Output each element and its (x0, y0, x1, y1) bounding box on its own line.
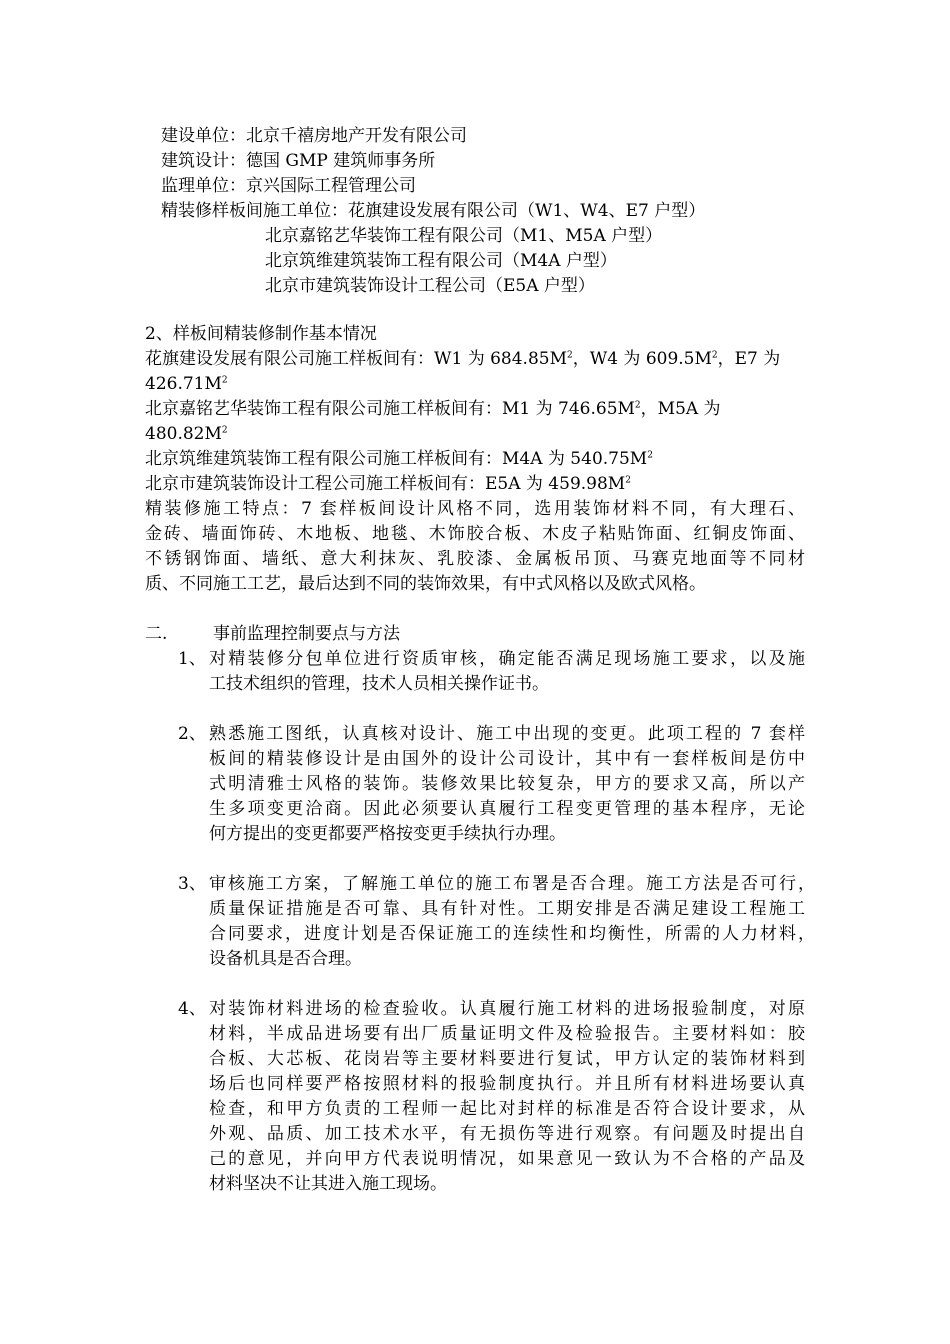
zhuwei-area-line: 北京筑维建筑装饰工程有限公司施工样板间有：M4A 为 $540.75M^2$ (145, 449, 653, 469)
item-2-line-4: 生多项变更洽商。因此必须要认真履行工程变更管理的基本程序，无论 (209, 799, 805, 819)
fitout-unit-sub1: 北京嘉铭艺华装饰工程有限公司（M1、M5A 户型） (265, 226, 663, 246)
construction-unit: 建设单位：北京千禧房地产开发有限公司 (161, 126, 467, 146)
item-4-line-4: 场后也同样要严格按照材料的报验制度执行。并且所有材料进场要认真 (209, 1074, 805, 1094)
item-2-line-3: 式明清雅士风格的装饰。装修效果比较复杂，甲方的要求又高，所以产 (209, 774, 805, 794)
jiaming-area-line: 北京嘉铭艺华装饰工程有限公司施工样板间有：M1 为 $746.65M^2$，M5A 为 (145, 399, 721, 419)
item-2-number: 2、 (178, 724, 206, 744)
section-two-heading: 事前监理控制要点与方法 (213, 624, 400, 644)
item-2-line-2: 板间的精装修设计是由国外的设计公司设计，其中有一套样板间是仿中 (209, 749, 805, 769)
huaqi-area-line-cont: $426.71M^2$ (145, 374, 228, 394)
item-4-line-7: 己的意见，并向甲方代表说明情况，如果意见一致认为不合格的产品及 (209, 1149, 805, 1169)
item-3-line-2: 质量保证措施是否可靠、具有针对性。工期安排是否满足建设工程施工 (209, 899, 805, 919)
item-4-line-8: 材料坚决不让其进入施工现场。 (209, 1174, 447, 1194)
item-4-line-2: 材料，半成品进场要有出厂质量证明文件及检验报告。主要材料如：胶 (209, 1024, 805, 1044)
item-3-line-1: 审核施工方案，了解施工单位的施工布署是否合理。施工方法是否可行， (209, 874, 815, 894)
item-3-line-3: 合同要求，进度计划是否保证施工的连续性和均衡性，所需的人力材料， (209, 924, 815, 944)
features-line-3: 不锈钢饰面、墙纸、意大利抹灰、乳胶漆、金属板吊顶、马赛克地面等不同材 (145, 549, 805, 569)
item-4-line-1: 对装饰材料进场的检查验收。认真履行施工材料的进场报验制度，对原 (209, 999, 805, 1019)
features-line-1: 精装修施工特点：7 套样板间设计风格不同，选用装饰材料不同，有大理石、 (145, 499, 805, 519)
section-2-heading: 2、样板间精装修制作基本情况 (145, 324, 377, 344)
features-line-2: 金砖、墙面饰砖、木地板、地毯、木饰胶合板、木皮子粘贴饰面、红铜皮饰面、 (145, 524, 805, 544)
item-1-number: 1、 (178, 649, 206, 669)
supervision-unit: 监理单位：京兴国际工程管理公司 (161, 176, 416, 196)
fitout-unit-sub2: 北京筑维建筑装饰工程有限公司（M4A 户型） (265, 251, 617, 271)
item-3-number: 3、 (178, 874, 206, 894)
section-two-number: 二. (145, 624, 168, 644)
huaqi-area-line: 花旗建设发展有限公司施工样板间有：W1 为 $684.85M^2$，W4 为 $609.5M^2$，E7 为 (145, 349, 781, 369)
features-line-4: 质、不同施工工艺，最后达到不同的装饰效果，有中式风格以及欧式风格。 (145, 574, 706, 594)
item-4-line-3: 合板、大芯板、花岗岩等主要材料要进行复试，甲方认定的装饰材料到 (209, 1049, 805, 1069)
item-1-line-2: 工技术组织的管理，技术人员相关操作证书。 (209, 674, 549, 694)
item-2-line-1: 熟悉施工图纸，认真核对设计、施工中出现的变更。此项工程的 7 套样 (209, 724, 805, 744)
item-2-line-5: 何方提出的变更都要严格按变更手续执行办理。 (209, 824, 566, 844)
architectural-design: 建筑设计：德国 GMP 建筑师事务所 (161, 151, 436, 171)
shijian-area-line: 北京市建筑装饰设计工程公司施工样板间有：E5A 为 $459.98M^2$ (145, 474, 631, 494)
item-3-line-4: 设备机具是否合理。 (209, 949, 362, 969)
fitout-unit-sub3: 北京市建筑装饰设计工程公司（E5A 户型） (265, 276, 595, 296)
item-1-line-1: 对精装修分包单位进行资质审核，确定能否满足现场施工要求，以及施 (209, 649, 805, 669)
fitout-unit-main: 精装修样板间施工单位：花旗建设发展有限公司（W1、W4、E7 户型） (161, 201, 706, 221)
item-4-line-6: 外观、品质、加工技术水平，有无损伤等进行观察。有问题及时提出自 (209, 1124, 805, 1144)
item-4-line-5: 检查，和甲方负责的工程师一起比对封样的标准是否符合设计要求，从 (209, 1099, 805, 1119)
item-4-number: 4、 (178, 999, 206, 1019)
jiaming-area-line-cont: $480.82M^2$ (145, 424, 228, 444)
